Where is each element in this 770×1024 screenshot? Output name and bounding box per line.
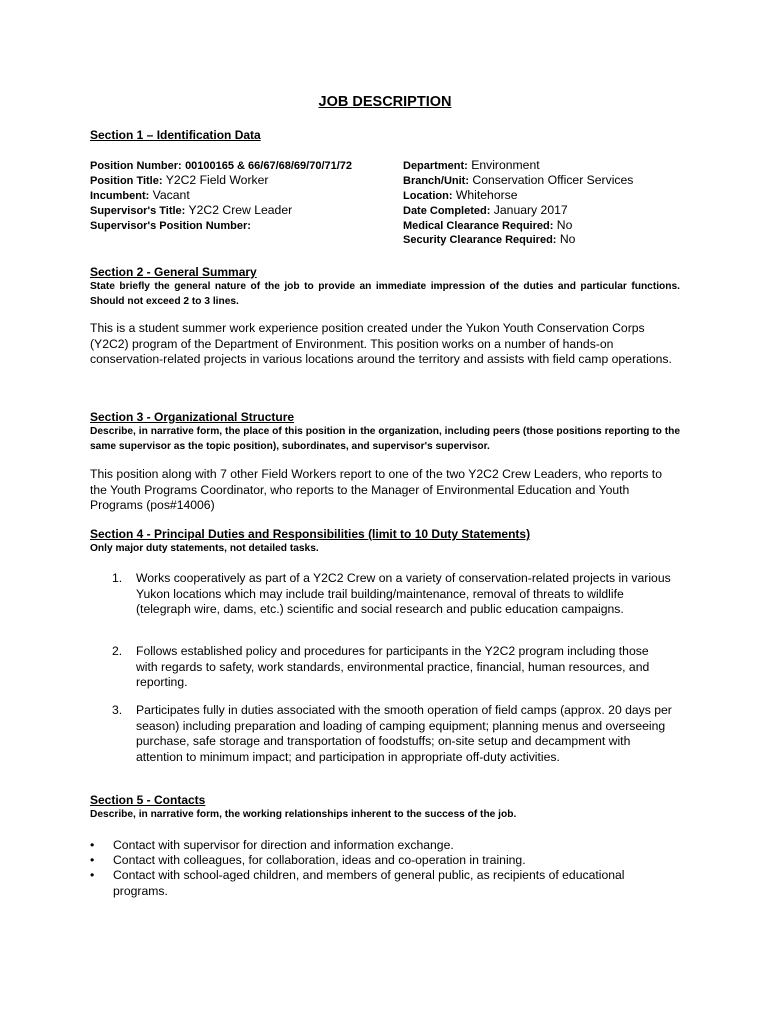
field-label: Security Clearance Required:	[403, 234, 557, 246]
field-value: Whitehorse	[455, 188, 518, 202]
field-label: Location:	[403, 190, 453, 202]
duty-number: 1.	[112, 571, 123, 585]
contact-list-item	[90, 853, 680, 869]
field-label: Date Completed:	[403, 205, 491, 217]
field-branch-unit	[403, 173, 633, 189]
section5-heading: Section 5 - Contacts	[90, 793, 206, 807]
duty-text: Works cooperatively as part of a Y2C2 Crew on a variety of conservation-related projects in various Yukon locations which may include trail building/maintenance, removal of threats to wildlife (telegraph wire, dams, etc.) scientific and social research and public education campaigns.	[136, 571, 671, 616]
section5-instruction: Describe, in narrative form, the working relationships inherent to the success of the job.	[90, 809, 517, 820]
section4-instruction: Only major duty statements, not detailed tasks.	[90, 543, 319, 554]
field-label: Medical Clearance Required:	[403, 220, 554, 232]
duty-item	[112, 571, 672, 618]
field-label: Branch/Unit:	[403, 175, 469, 187]
duty-text: Follows established policy and procedures for participants in the Y2C2 program including those with regards to safety, work standards, environmental practice, financial, human resources, and reporting.	[136, 644, 650, 689]
section2-body: This is a student summer work experience position created under the Yukon Youth Conservation Corps (Y2C2) program of the Department of Environment. This position works on a number of hands-on conservation-related projects in various locations around the territory and assists with field camp operations.	[90, 321, 672, 366]
field-value: Y2C2 Field Worker	[165, 173, 269, 187]
duty-item	[112, 644, 672, 691]
field-value: January 2017	[493, 203, 568, 217]
field-position-title	[90, 173, 268, 189]
field-label: Incumbent:	[90, 190, 150, 202]
field-value: Y2C2 Crew Leader	[188, 203, 293, 217]
field-incumbent	[90, 188, 190, 204]
contact-list-item	[90, 838, 680, 854]
field-date-completed	[403, 203, 568, 219]
duty-number: 3.	[112, 703, 123, 717]
field-supervisor-title	[90, 203, 292, 219]
field-value: Vacant	[152, 188, 190, 202]
contact-text: Contact with school-aged children, and members of general public, as recipients of educational programs.	[113, 868, 625, 898]
field-department	[403, 158, 540, 174]
bullet-icon: •	[90, 853, 95, 867]
field-label: Supervisor's Title:	[90, 205, 186, 217]
field-label: Position Title:	[90, 175, 163, 187]
bullet-icon: •	[90, 838, 95, 852]
section2-heading: Section 2 - General Summary	[90, 265, 257, 279]
field-value: No	[559, 232, 576, 246]
duty-text: Participates fully in duties associated with the smooth operation of field camps (approx. 20 days per season) including preparation and loading of camping equipment; planning menus and overseeing purchase, safe storage and transportation of foodstuffs; on-site setup and decampment with attention to minimum impact; and participation in appropriate off-duty activities.	[136, 703, 672, 764]
field-supervisor-position-number	[90, 218, 251, 234]
contact-text: Contact with colleagues, for collaboration, ideas and co-operation in training.	[113, 853, 526, 867]
field-value: No	[556, 218, 573, 232]
section3-instruction: Describe, in narrative form, the place of this position in the organization, including peers (those positions reporting to the same supervisor as the topic position), subordinates, and supervisor's supervisor.	[90, 426, 680, 452]
field-position-number	[90, 158, 352, 174]
section4-heading: Section 4 - Principal Duties and Responsibilities (limit to 10 Duty Statements)	[90, 527, 531, 541]
section1-heading: Section 1 – Identification Data	[90, 128, 261, 142]
field-value: Conservation Officer Services	[472, 173, 634, 187]
contact-list-item	[90, 868, 680, 899]
field-value: 00100165 & 66/67/68/69/70/71/72	[185, 160, 353, 172]
field-label: Supervisor's Position Number:	[90, 220, 251, 232]
duty-item	[112, 703, 672, 765]
field-label: Position Number:	[90, 160, 182, 172]
bullet-icon: •	[90, 868, 95, 882]
duty-number: 2.	[112, 644, 123, 658]
section2-instruction: State briefly the general nature of the job to provide an immediate impression of the duties and particular functions. Should not exceed 2 to 3 lines.	[90, 281, 680, 307]
section3-body: This position along with 7 other Field Workers report to one of the two Y2C2 Crew Leaders, who reports to the Youth Programs Coordinator, who reports to the Manager of Environmental Education and Youth Programs (pos#14006)	[90, 467, 662, 512]
document-title: JOB DESCRIPTION	[318, 94, 452, 110]
field-value: Environment	[471, 158, 540, 172]
contact-text: Contact with supervisor for direction and information exchange.	[113, 838, 454, 852]
field-location	[403, 188, 518, 204]
field-label: Department:	[403, 160, 468, 172]
section3-heading: Section 3 - Organizational Structure	[90, 410, 295, 424]
field-security-clearance	[403, 232, 575, 248]
